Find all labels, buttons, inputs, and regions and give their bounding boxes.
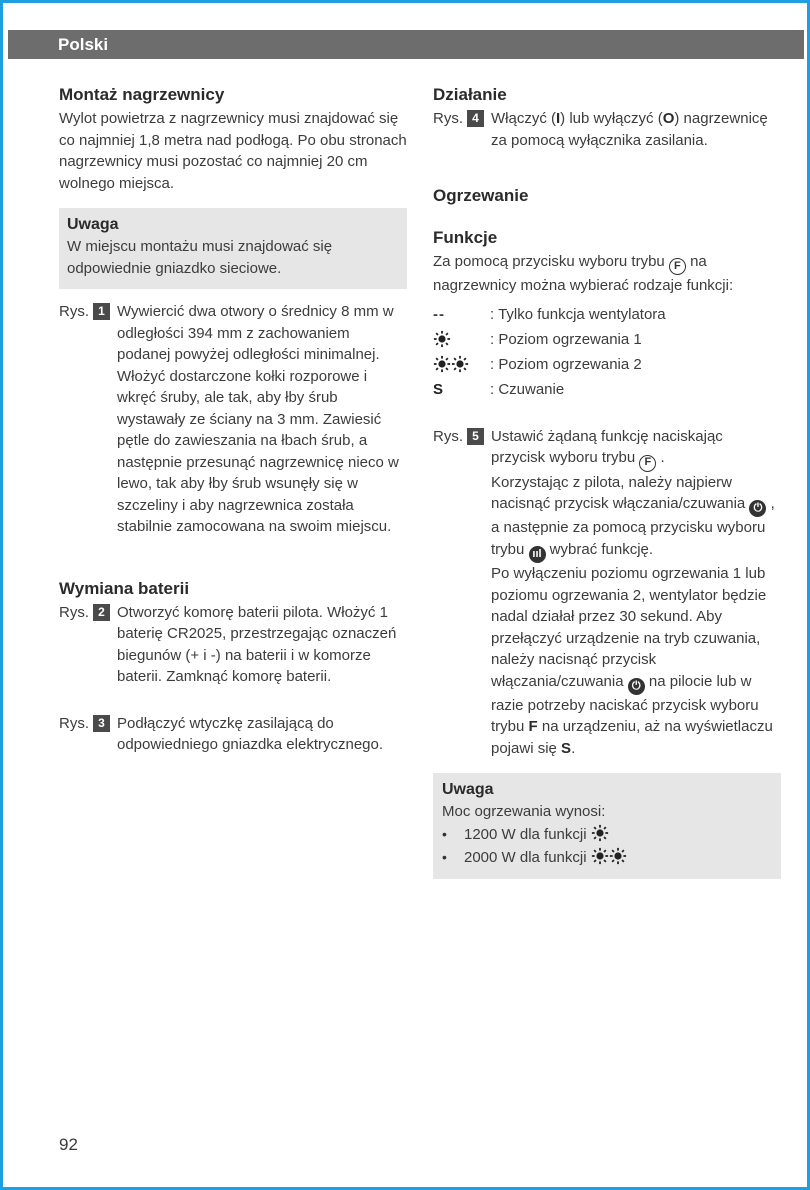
page-number: 92	[59, 1135, 78, 1154]
standby-symbol: S	[433, 380, 444, 398]
step-1	[59, 301, 407, 538]
figure-number-badge: 4	[467, 110, 484, 127]
rys-label: Rys.	[433, 110, 463, 127]
fan-only-symbol: --	[433, 305, 445, 323]
note-title: Uwaga	[442, 781, 494, 799]
heat-sun-icon	[433, 355, 451, 373]
rys-label: Rys.	[59, 714, 89, 732]
figure-number-badge: 2	[93, 604, 110, 621]
function-modes-list	[433, 302, 781, 402]
mode-remote-icon: ııl	[529, 546, 546, 563]
heat-sun-icon	[591, 824, 609, 842]
mode-button-icon: F	[669, 258, 686, 275]
step-3	[59, 713, 407, 756]
mode-heat-1: : Poziom ogrzewania 1	[433, 327, 781, 352]
list-item: • 2000 W dla funkcji	[442, 846, 773, 869]
power-standby-icon: ⏻	[628, 678, 645, 695]
step-5	[433, 426, 781, 760]
heat-sun-icon	[591, 847, 609, 865]
operation-title: Działanie	[433, 85, 507, 104]
figure-number-badge: 1	[93, 303, 110, 320]
step-2	[59, 602, 407, 688]
mode-standby: S : Czuwanie	[433, 377, 781, 402]
language-label: Polski	[58, 35, 109, 54]
step-3-text: Podłączyć wtyczkę zasilającą do odpowiedniego gniazdka elektrycznego.	[117, 714, 384, 753]
mode-fan-only: -- : Tylko funkcja wentylatora	[433, 302, 781, 327]
heating-power-note-box	[433, 773, 781, 879]
language-header-bar	[8, 30, 804, 59]
note-text: W miejscu montażu musi znajdować się odpowiednie gniazdko sieciowe.	[67, 238, 333, 277]
list-item: • 1200 W dla funkcji	[442, 823, 773, 846]
left-column	[59, 80, 407, 756]
rys-label: Rys.	[59, 303, 89, 320]
note-title: Uwaga	[67, 216, 119, 233]
mounting-text: Wylot powietrza z nagrzewnicy musi znajdować się co najmniej 1,8 metra nad podłogą. Po obu stronach nagrzewnicy musi pozostać co najmniej 20 cm wolnego miejsca.	[59, 110, 407, 192]
rys-label: Rys.	[433, 427, 463, 445]
functions-title: Funkcje	[433, 228, 498, 247]
mounting-title: Montaż nagrzewnicy	[59, 85, 225, 104]
heating-title: Ogrzewanie	[433, 186, 529, 205]
heat-sun-icon	[433, 330, 451, 348]
figure-number-badge: 5	[467, 428, 484, 445]
heat-sun-icon	[451, 355, 469, 373]
functions-intro: Za pomocą przycisku wyboru trybu F na nagrzewnicy można wybierać rodzaje funkcji:	[433, 253, 734, 295]
mounting-note-box	[59, 208, 407, 289]
mode-button-icon: F	[639, 455, 656, 472]
note-text: Moc ogrzewania wynosi:	[442, 803, 606, 821]
step-5-text: Ustawić żądaną funkcję naciskając przycisk wyboru trybu F . Korzystając z pilota, należy najpierw nacisnąć przycisk włączania/czuwania ⏻ , a następnie za pomocą przycisku wyboru trybu ııl wybrać funkcję. Po wyłączeniu poziomu ogrzewania 1 lub poziomu ogrzewania 2, wentylator będzie nadal działał przez 30 sekund. Aby przełączyć urządzenie na tryb czuwania, należy nacisnąć przycisk włączania/czuwania ⏻ na pilocie lub w razie potrzeby naciskać przycisk wyboru trybu F na urządzeniu, aż na wyświetlaczu pojawi się S.	[491, 427, 775, 757]
right-column	[433, 80, 781, 879]
step-1-text: Wywiercić dwa otwory o średnicy 8 mm w odległości 394 mm z zachowaniem podanej powyżej odległości minimalnej. Włożyć dostarczone kołki rozporowe i wkręć śruby, ale tak, aby łby śrub wystawały ze ściany na 3 mm. Zawiesić pętle do zawieszania na łbach śrub, a następnie przesunąć nagrzewnicę nieco w lewo, tak aby łby śrub wsunęły się w szczeliny i aby nagrzewnica została stabilnie zamocowana na swoim miejscu.	[117, 303, 399, 535]
heat-sun-icon	[609, 847, 627, 865]
step-2-text: Otworzyć komorę baterii pilota. Włożyć 1 baterię CR2025, przestrzegając oznaczeń biegunów (+ i -) na baterii i w komorze baterii. Zamknąć komorę baterii.	[117, 603, 397, 685]
power-list	[442, 823, 773, 869]
step-4-text: Włączyć (I) lub wyłączyć (O) nagrzewnicę za pomocą wyłącznika zasilania.	[491, 110, 768, 149]
step-4	[433, 108, 781, 151]
figure-number-badge: 3	[93, 715, 110, 732]
battery-title: Wymiana baterii	[59, 578, 190, 598]
rys-label: Rys.	[59, 603, 89, 621]
power-standby-icon: ⏻	[749, 500, 766, 517]
mode-heat-2: : Poziom ogrzewania 2	[433, 352, 781, 377]
